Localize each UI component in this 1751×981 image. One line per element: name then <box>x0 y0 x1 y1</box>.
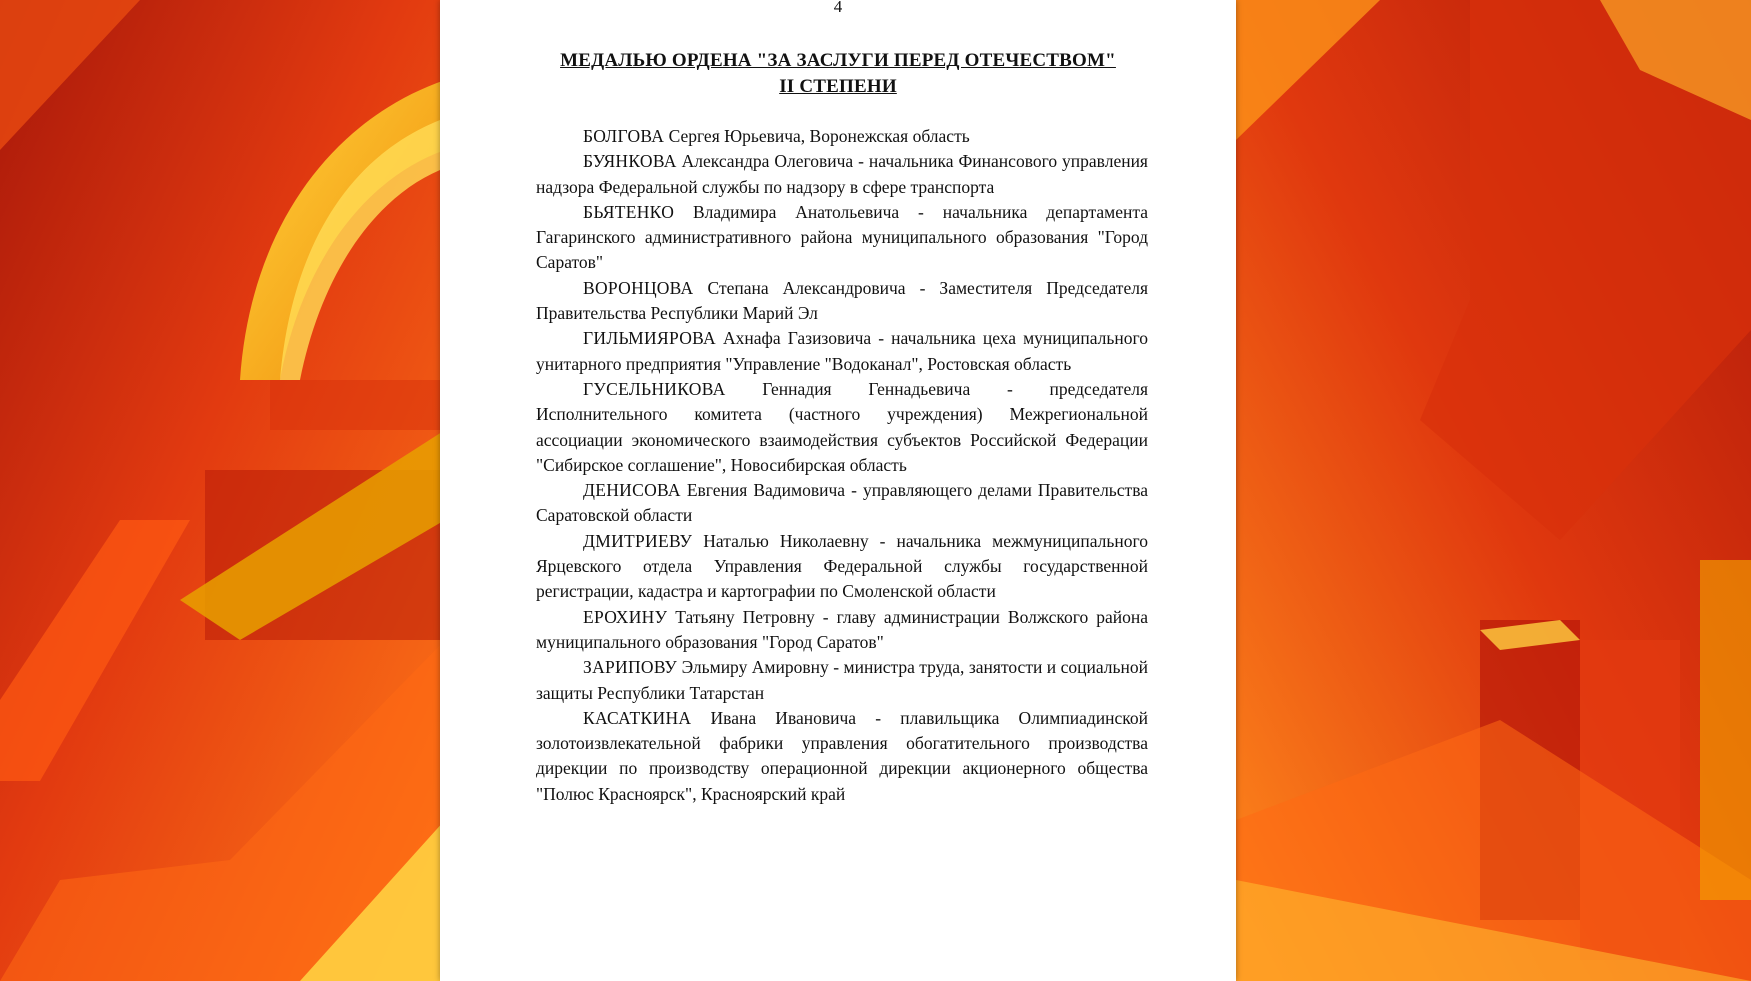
recipient-details: Татьяну Петровну - главу администрации Волжского района муниципального образования "Город Саратов" <box>536 606 1148 652</box>
recipient-details: Ивана Ивановича - плавильщика Олимпиадинской золотоизвлекательной фабрики управления обогатительного производства дирекции по производству операционной дирекции акционерного общества "Полюс Красноярск", Красноярский край <box>536 707 1148 804</box>
recipient-surname: БОЛГОВА <box>583 126 665 146</box>
recipient-entry <box>536 478 1148 529</box>
recipient-details: Ахнафа Газизовича - начальника цеха муниципального унитарного предприятия "Управление "Водоканал", Ростовская область <box>536 328 1148 374</box>
recipient-surname: ДЕНИСОВА <box>583 480 681 501</box>
recipients-list <box>536 124 1148 807</box>
recipient-surname: ВОРОНЦОВА <box>583 277 694 298</box>
document-page <box>440 0 1236 981</box>
recipient-entry <box>536 124 1148 149</box>
recipient-entry <box>536 200 1148 276</box>
recipient-surname: БЬЯТЕНКО <box>583 201 675 222</box>
recipient-details: Степана Александровича - Заместителя Председателя Правительства Республики Марий Эл <box>536 277 1148 324</box>
recipient-entry <box>536 276 1148 327</box>
recipient-surname: КАСАТКИНА <box>583 707 692 728</box>
award-heading <box>440 48 1236 100</box>
recipient-entry <box>536 149 1148 200</box>
recipient-details: Евгения Вадимовича - управляющего делами Правительства Саратовской области <box>536 480 1148 526</box>
award-heading-line2: II СТЕПЕНИ <box>779 76 897 97</box>
recipient-surname: ЗАРИПОВУ <box>583 657 678 678</box>
recipient-details: Сергея Юрьевича, Воронежская область <box>664 126 970 146</box>
recipient-entry <box>536 706 1148 807</box>
recipient-surname: ДМИТРИЕВУ <box>583 530 693 551</box>
recipient-entry <box>536 655 1148 706</box>
recipient-surname: ЕРОХИНУ <box>583 606 668 627</box>
recipient-surname: БУЯНКОВА <box>583 151 677 172</box>
page-number: 4 <box>833 0 843 16</box>
recipient-details: Александра Олеговича - начальника Финансового управления надзора Федеральной службы по надзору в сфере транспорта <box>536 151 1148 197</box>
recipient-entry <box>536 326 1148 377</box>
recipient-details: Эльмиру Амировну - министра труда, занятости и социальной защиты Республики Татарстан <box>536 657 1148 703</box>
award-heading-line1: МЕДАЛЬЮ ОРДЕНА "ЗА ЗАСЛУГИ ПЕРЕД ОТЕЧЕСТВОМ" <box>560 50 1116 71</box>
recipient-surname: ГУСЕЛЬНИКОВА <box>583 378 726 399</box>
recipient-details: Владимира Анатольевича - начальника департамента Гагаринского административного района муниципального образования "Город Саратов" <box>536 201 1148 273</box>
recipient-details: Геннадия Геннадьевича - председателя Исполнительного комитета (частного учреждения) Межрегиональной ассоциации экономического взаимодействия субъектов Российской Федерации "Сибирское соглашение", Новосибирская область <box>536 378 1148 475</box>
recipient-entry <box>536 377 1148 478</box>
recipient-entry <box>536 529 1148 605</box>
recipient-details: Наталью Николаевну - начальника межмуниципального Ярцевского отдела Управления Федеральной службы государственной регистрации, кадастра и картографии по Смоленской области <box>536 530 1148 602</box>
recipient-surname: ГИЛЬМИЯРОВА <box>583 328 716 349</box>
recipient-entry <box>536 605 1148 656</box>
